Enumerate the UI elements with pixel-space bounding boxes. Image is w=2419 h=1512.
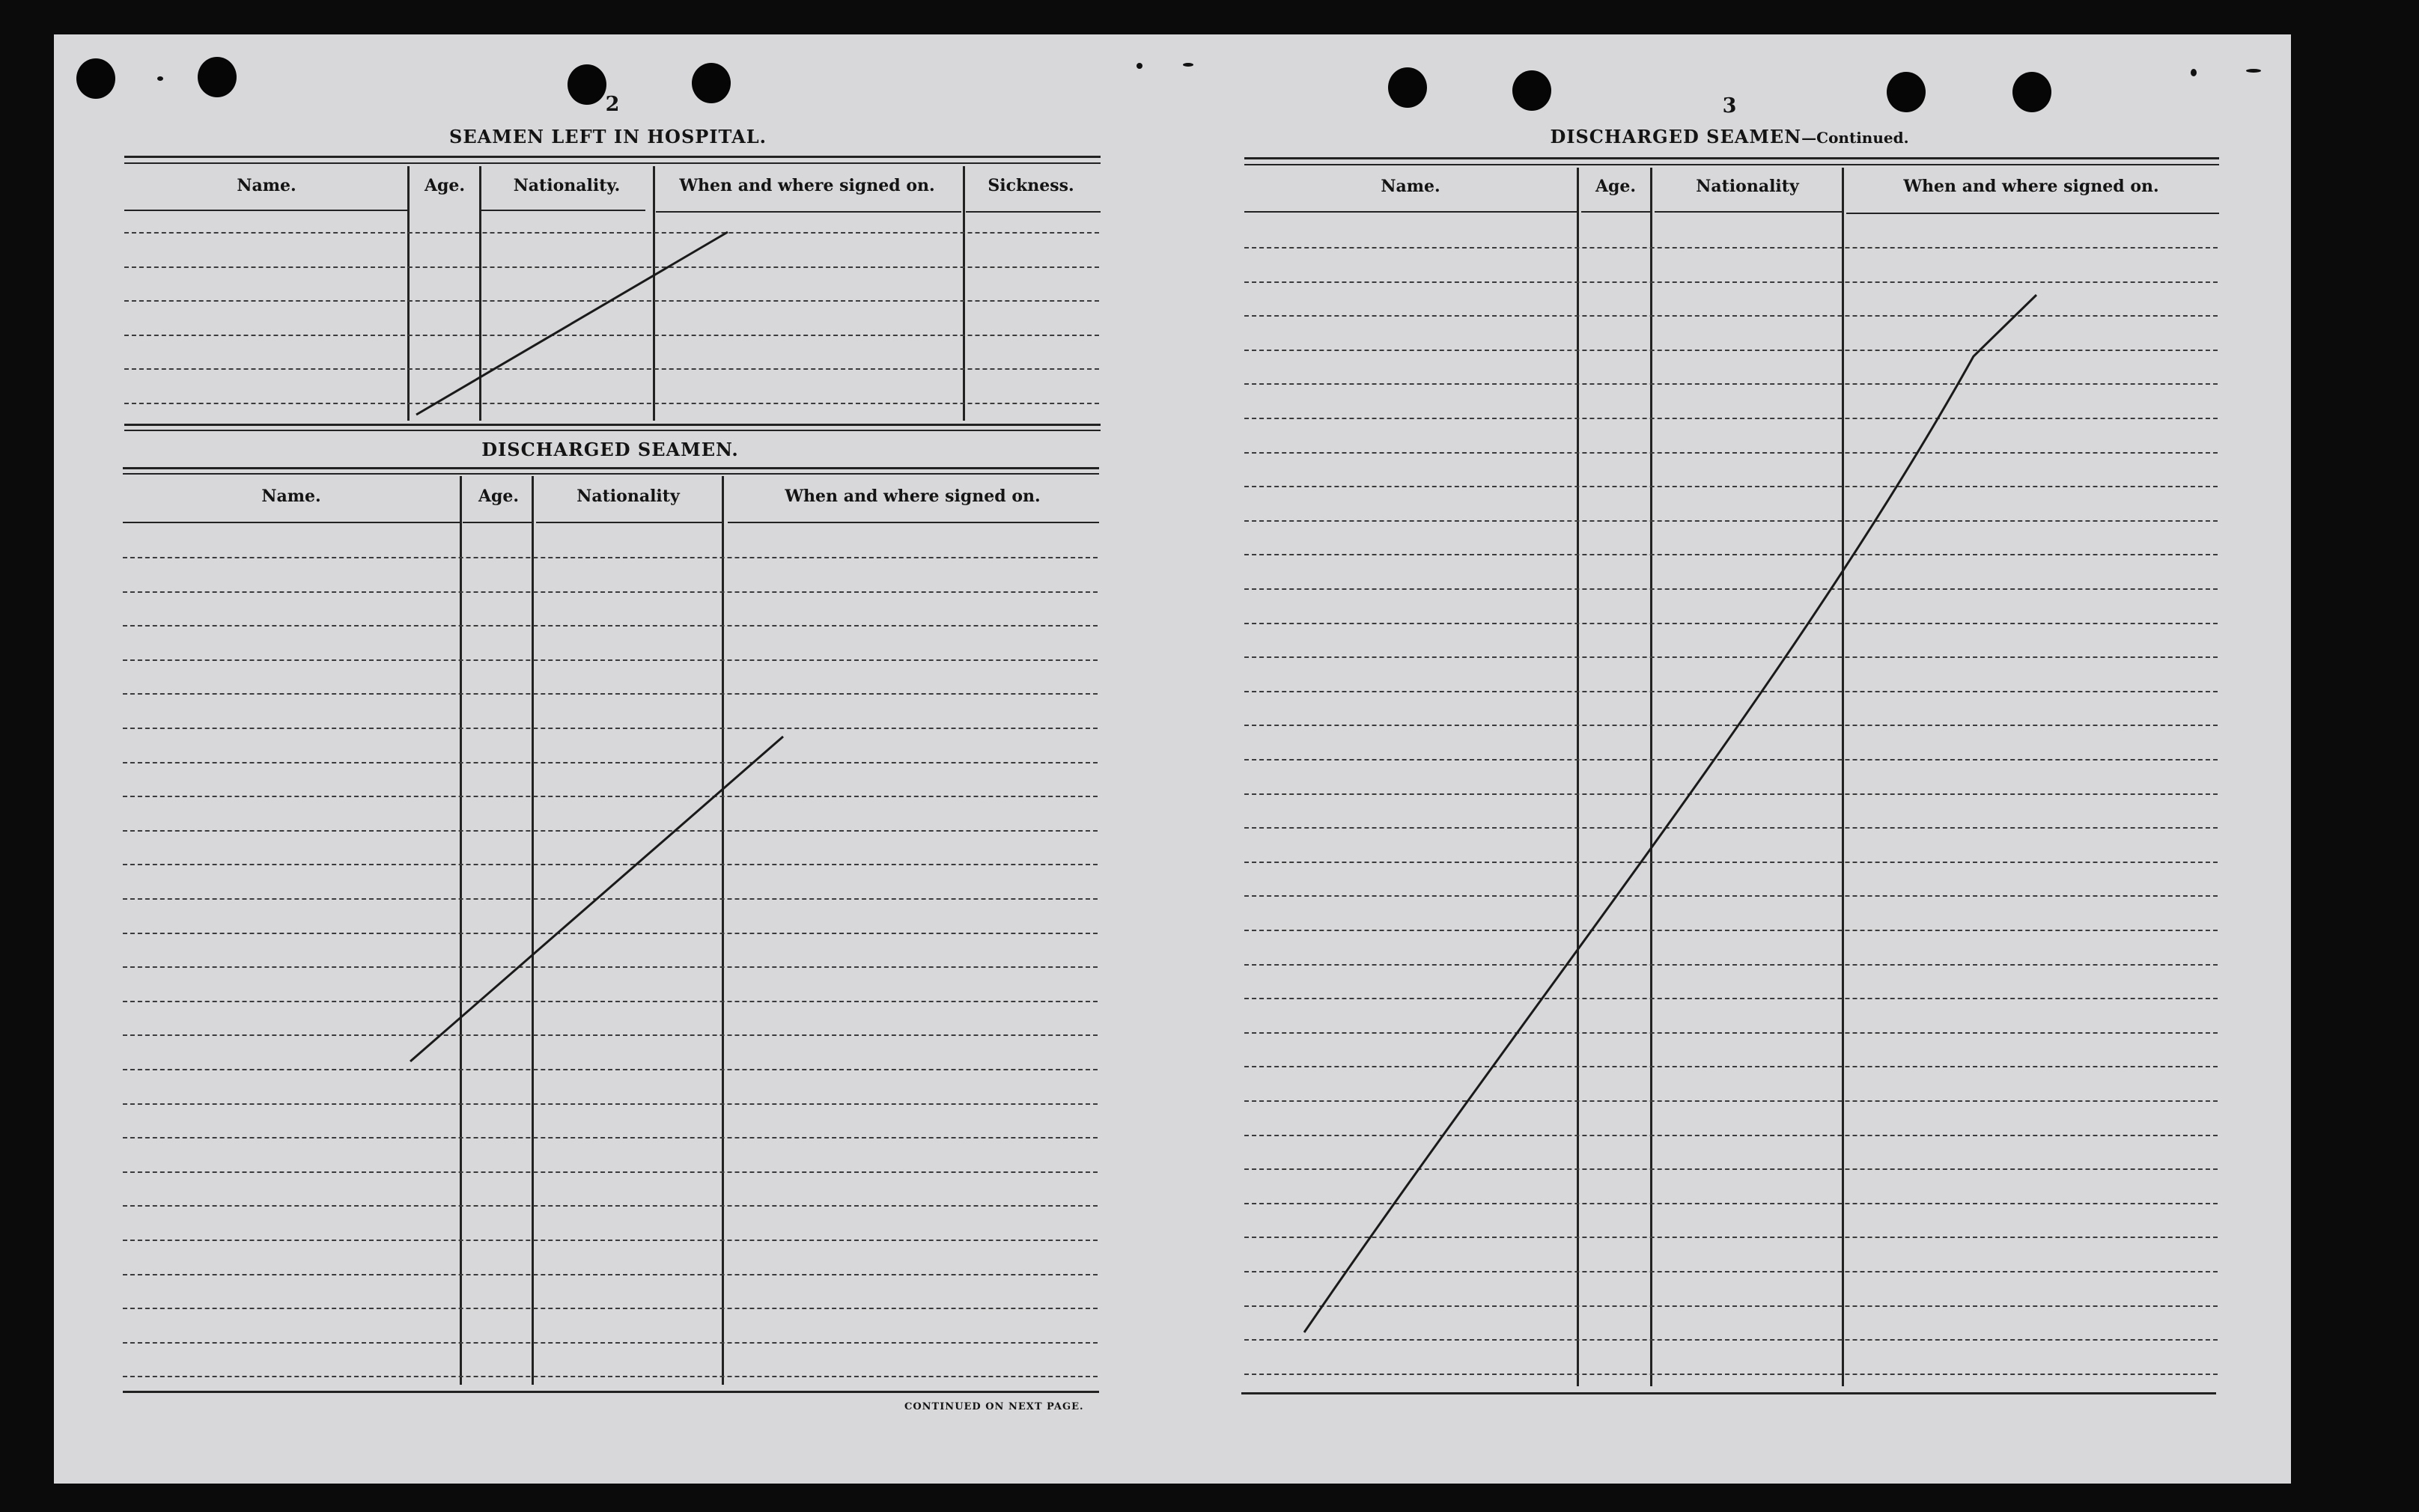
column-header-age: Age. bbox=[424, 176, 466, 195]
section-title-hospital: SEAMEN LEFT IN HOSPITAL. bbox=[449, 126, 767, 147]
column-header-name: Name. bbox=[237, 176, 296, 195]
title-continued: —Continued. bbox=[1801, 129, 1909, 147]
title-main: DISCHARGED SEAMEN bbox=[1550, 126, 1802, 147]
column-header-name: Name. bbox=[261, 487, 321, 506]
column-header-nationality: Nationality bbox=[576, 487, 680, 506]
column-header-signed-on: When and where signed on. bbox=[679, 176, 935, 195]
column-header-nationality: Nationality bbox=[1696, 177, 1799, 196]
cancel-stroke-hospital bbox=[416, 232, 728, 415]
page-number: 3 bbox=[1722, 94, 1737, 118]
cancel-stroke-continued bbox=[1304, 295, 2036, 1332]
column-header-nationality: Nationality. bbox=[513, 176, 621, 195]
page-number: 2 bbox=[605, 93, 620, 116]
cancel-stroke-discharged bbox=[410, 737, 783, 1061]
column-header-name: Name. bbox=[1381, 177, 1440, 196]
column-header-age: Age. bbox=[478, 487, 520, 506]
section-title-discharged: DISCHARGED SEAMEN. bbox=[481, 439, 739, 460]
continued-note: CONTINUED ON NEXT PAGE. bbox=[904, 1401, 1084, 1412]
column-header-sickness: Sickness. bbox=[988, 176, 1074, 195]
column-header-signed-on: When and where signed on. bbox=[785, 487, 1041, 506]
column-header-age: Age. bbox=[1595, 177, 1637, 196]
column-header-signed-on: When and where signed on. bbox=[1903, 177, 2159, 196]
